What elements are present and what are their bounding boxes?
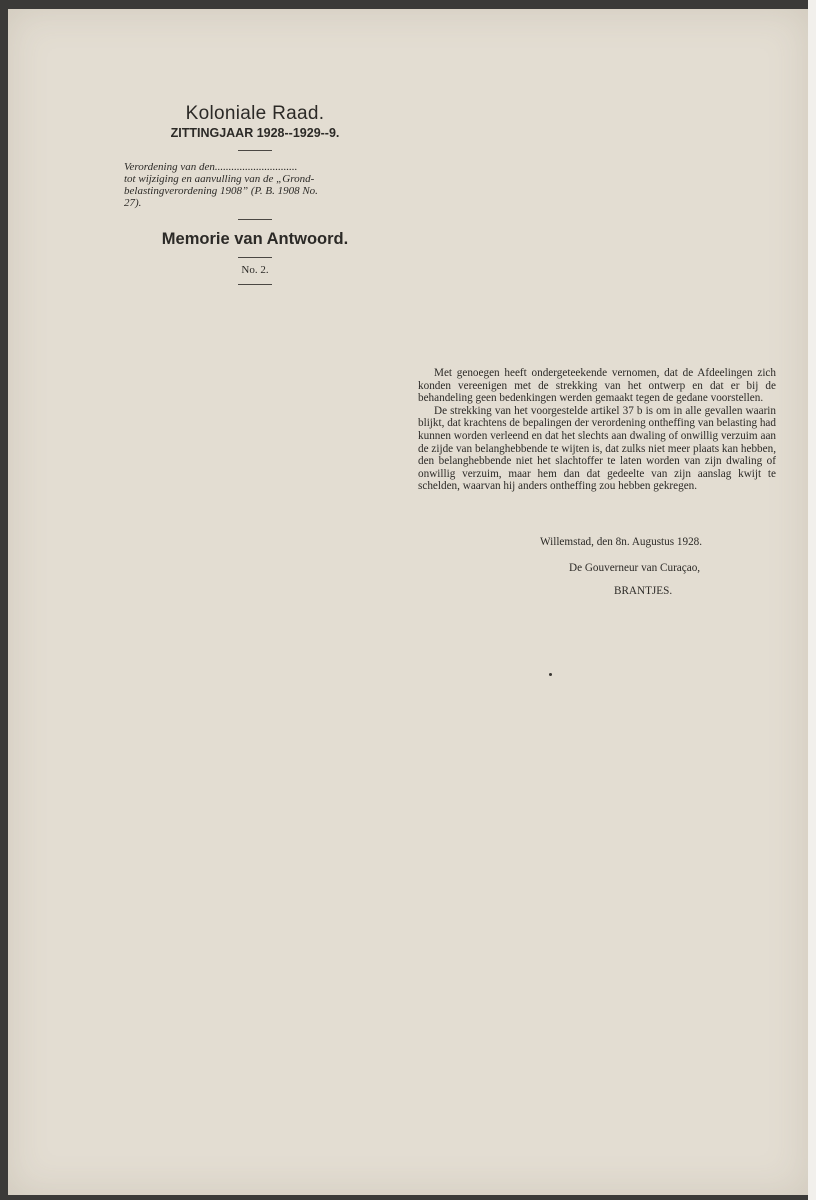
body-text — [418, 367, 776, 493]
divider — [238, 219, 272, 220]
ordinance-line-3: belastingverordening 1908” (P. B. 1908 No. — [124, 185, 318, 197]
council-title: Koloniale Raad. — [185, 103, 325, 124]
ordinance-line-1: Verordening van den.............................. — [124, 161, 298, 173]
ordinance-line-2: tot wijziging en aanvulling van de „Grond- — [124, 173, 315, 185]
ink-dot — [549, 673, 552, 676]
document-number: No. 2. — [241, 264, 269, 276]
place-date: Willemstad, den 8n. Augustus 1928. — [540, 536, 703, 548]
paragraph: Met genoegen heeft ondergeteekende vernomen, dat de Afdeelingen zich konden vereenigen met de strekking van het ontwerp en dat er bij de behandeling geen bedenkingen werden gemaakt tegen de gedane voorstellen. — [418, 367, 776, 405]
session-year: ZITTINGJAAR 1928--1929--9. — [170, 126, 340, 140]
header-block — [124, 103, 386, 293]
paragraph: De strekking van het voorgestelde artikel 37 b is om in alle gevallen waarin blijkt, dat krachtens de bepalingen der verordening ontheffing van belasting had kunnen worden verleend en dat het slechts aan dwaling of onwillig verzuim aan de zijde van belanghebbende te wijten is, dat zulks niet meer plaats kan hebben, den belanghebbende niet het slachtoffer te laten worden van zijn dwaling of onwillig verzuim, maar hem dan dat gedeelte van zijn aanslag kwijt te schelden, waarvan hij anders ontheffing zou hebben gekregen. — [418, 404, 776, 493]
page-edge — [808, 0, 816, 1200]
ordinance-line-4: 27). — [124, 197, 142, 209]
document-page — [8, 9, 808, 1195]
divider — [238, 257, 272, 258]
signatory-role: De Gouverneur van Curaçao, — [569, 562, 701, 574]
signatory-name: BRANTJES. — [614, 585, 673, 597]
document-heading: Memorie van Antwoord. — [161, 230, 349, 248]
ordinance-title — [124, 161, 386, 209]
divider — [238, 150, 272, 151]
divider — [238, 284, 272, 285]
